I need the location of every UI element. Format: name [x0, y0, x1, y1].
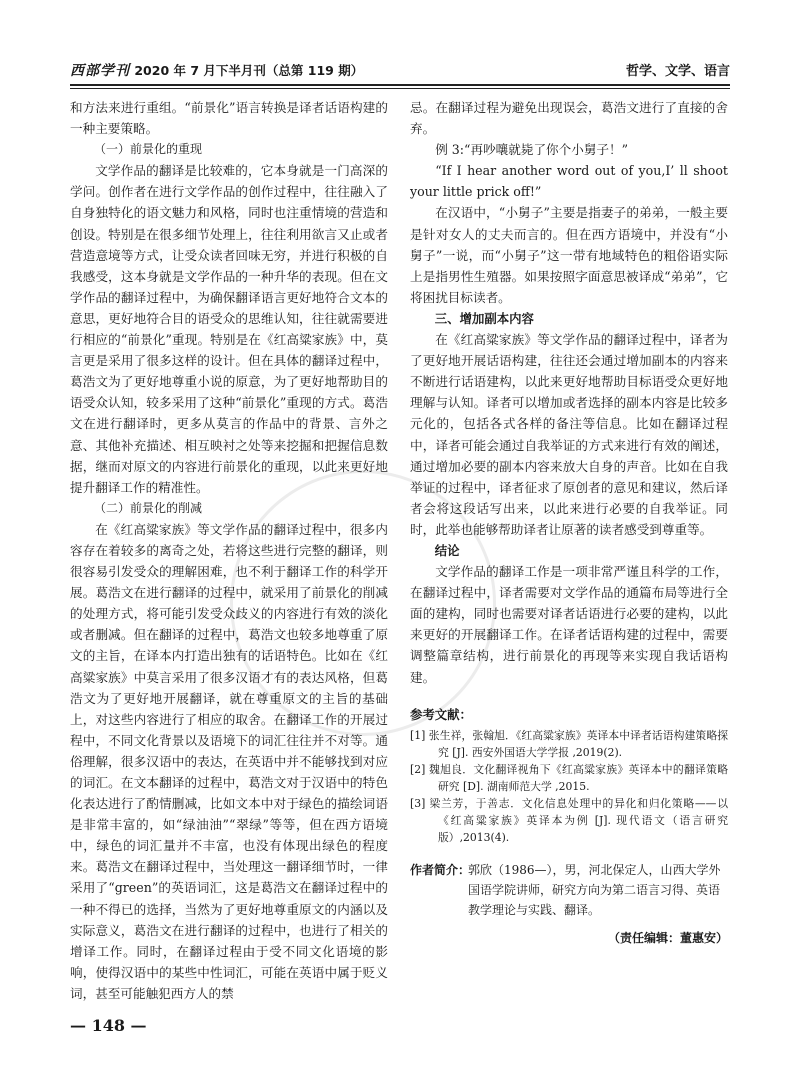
reference-item: [2] 魏旭良．文化翻译视角下《红高粱家族》英译本中的翻译策略研究 [D]. 湖南师范大学 ,2015. — [410, 762, 728, 793]
paragraph: 文学作品的翻译工作是一项非常严谨且科学的工作，在翻译过程中，译者需要对文学作品的通篇布局等进行全面的建构，同时也需要对译者话语进行必要的建构，以此来更好的开展翻译工作。在译者话语构建的过程中，需要调整篇章结构，进行前景化的再现等来实现自我话语构建。 — [410, 564, 728, 685]
author-text: 郭欣（1986—），男，河北保定人，山西大学外国语学院讲师，研究方向为第二语言习得、英语教学理论与实践、翻译。 — [468, 862, 721, 917]
example-english: “If I hear another word out of you,I’ ll shoot your little prick off!” — [410, 163, 728, 200]
author-label: 作者简介： — [410, 862, 471, 877]
reference-item: [1] 张生祥，张翰旭．《红高粱家族》英译本中译者话语构建策略探究 [J]. 西安外国语大学学报 ,2019(2). — [410, 728, 728, 759]
reference-item: [3] 梁兰芳，于善志．文化信息处理中的异化和归化策略——以《红高粱家族》英译本为例 [J]. 现代语文（语言研究版）,2013(4). — [410, 796, 728, 844]
journal-logo: 西部学刊 — [70, 63, 130, 79]
section-heading: 结论 — [434, 542, 460, 558]
responsible-editor: （责任编辑：董惠安） — [607, 930, 728, 945]
header-rule — [70, 84, 730, 86]
left-column — [70, 97, 388, 1004]
header-rule-thin — [70, 88, 730, 89]
page-header — [70, 58, 730, 82]
example-label: 例 3:“再吵嚷就毙了你个小舅子！” — [435, 142, 629, 158]
paragraph: 忌。在翻译过程为避免出现误会，葛浩文进行了直接的舍弃。 — [410, 100, 728, 137]
paragraph: 在汉语中，“小舅子”主要是指妻子的弟弟，一般主要是针对女人的丈夫而言的。但在西方语境中，并没有“小舅子”一说，而“小舅子”这一带有地域特色的粗俗语实际上是指男性生殖器。如果按照字面意思被译成“弟弟”，它将困扰目标读者。 — [410, 205, 728, 305]
journal-info — [70, 60, 363, 80]
subsection-heading: （二）前景化的削减 — [94, 500, 203, 515]
section-title: 哲学、文学、语言 — [625, 64, 730, 79]
paragraph: 和方法来进行重组。“前景化”语言转换是译者话语构建的一种主要策略。 — [70, 100, 388, 137]
paragraph: 在《红高粱家族》等文学作品的翻译过程中，很多内容存在着较多的离奇之处，若将这些进行完整的翻译，则很容易引发受众的理解困难，也不利于翻译工作的科学开展。葛浩文在进行翻译的过程中，就采用了前景化的削减的处理方式，将可能引发受众歧义的内容进行有效的淡化或者删减。但在翻译的过程中，葛浩文也较多地尊重了原文的主旨，在译本内打造出独有的话语特色。比如在《红高粱家族》中莫言采用了很多汉语才有的表达风格，但葛浩文为了更好地开展翻译，就在尊重原文的主旨的基础上，对这些内容进行了相应的取舍。在翻译工作的开展过程中，不同文化背景以及语境下的词汇往往并不对等。通俗理解，很多汉语中的表达，在英语中并不能够找到对应的词汇。在文本翻译的过程中，葛浩文对于汉语中的特色化表达进行了酌情删减，比如文本中对于绿色的描绘词语是非常丰富的，如“绿油油”“翠绿”等等，但在西方语境中，绿色的词汇量并不丰富，也没有体现出绿色的程度来。葛浩文在翻译过程中，当处理这一翻译细节时，一律采用了“green”的英语词汇，这是葛浩文在翻译过程中的一种不得已的选择，当然为了更好地尊重原文的内涵以及实际意义，葛浩文在进行翻译的过程中，也进行了相关的增译工作。同时，在翻译过程由于受不同文化语境的影响，使得汉语中的某些中性词汇，可能在英语中属于贬义词，甚至可能触犯西方人的禁 — [70, 521, 388, 1001]
references-title: 参考文献： — [410, 706, 472, 722]
paragraph: 文学作品的翻译是比较难的，它本身就是一门高深的学问。创作者在进行文学作品的创作过程中，往往融入了自身独特化的语文魅力和风格，同时也注重情境的营造和创设。特别是在很多细节处理上，往往利用欲言又止或者营造意境等方式，让受众读者回味无穷，并进行积极的自我感受，这本身就是文学作品的一种升华的表现。但在文学作品的翻译过程中，为确保翻译语言更好地符合文本的意思，更好地符合目的语受众的思维认知，往往就需要进行相应的“前景化”重现。特别是在《红高粱家族》中，莫言更是采用了很多这样的设计。但在具体的翻译过程中，葛浩文为了更好地尊重小说的原意，为了更好地帮助目的语受众认知，较多采用了这种“前景化”重现的方式。葛浩文在进行翻译时，更多从莫言的作品中的背景、言外之意、其他补充描述、相互映衬之处等来挖掘和把握信息数据，继而对原文的内容进行前景化的重现，以此来更好地提升翻译工作的精准性。 — [70, 163, 388, 495]
right-column — [410, 97, 728, 949]
issue-info: 2020 年 7 月下半月刊（总第 119 期） — [134, 63, 364, 78]
paragraph: 在《红高粱家族》等文学作品的翻译过程中，译者为了更好地开展话语构建，往往还会通过增加副本的内容来不断进行话语建构，以此来更好地帮助目标语受众更好地理解与认知。译者可以增加或者选择的副本内容是比较多元化的，包括各式各样的备注等信息。比如在翻译过程中，译者可能会通过自我举证的方式来进行有效的阐述，通过增加必要的副本内容来放大自身的声音。比如在自我举证的过程中，译者征求了原创者的意见和建议，然后译者会将这段话写出来，以此来进行必要的自我举证。同时，此举也能够帮助译者让原著的读者感受到尊重等。 — [410, 332, 728, 537]
author-bio — [410, 860, 728, 920]
section-heading: 三、增加副本内容 — [434, 310, 534, 326]
subsection-heading: （一）前景化的重现 — [94, 142, 203, 157]
page-number: — 148 — — [70, 1016, 147, 1035]
